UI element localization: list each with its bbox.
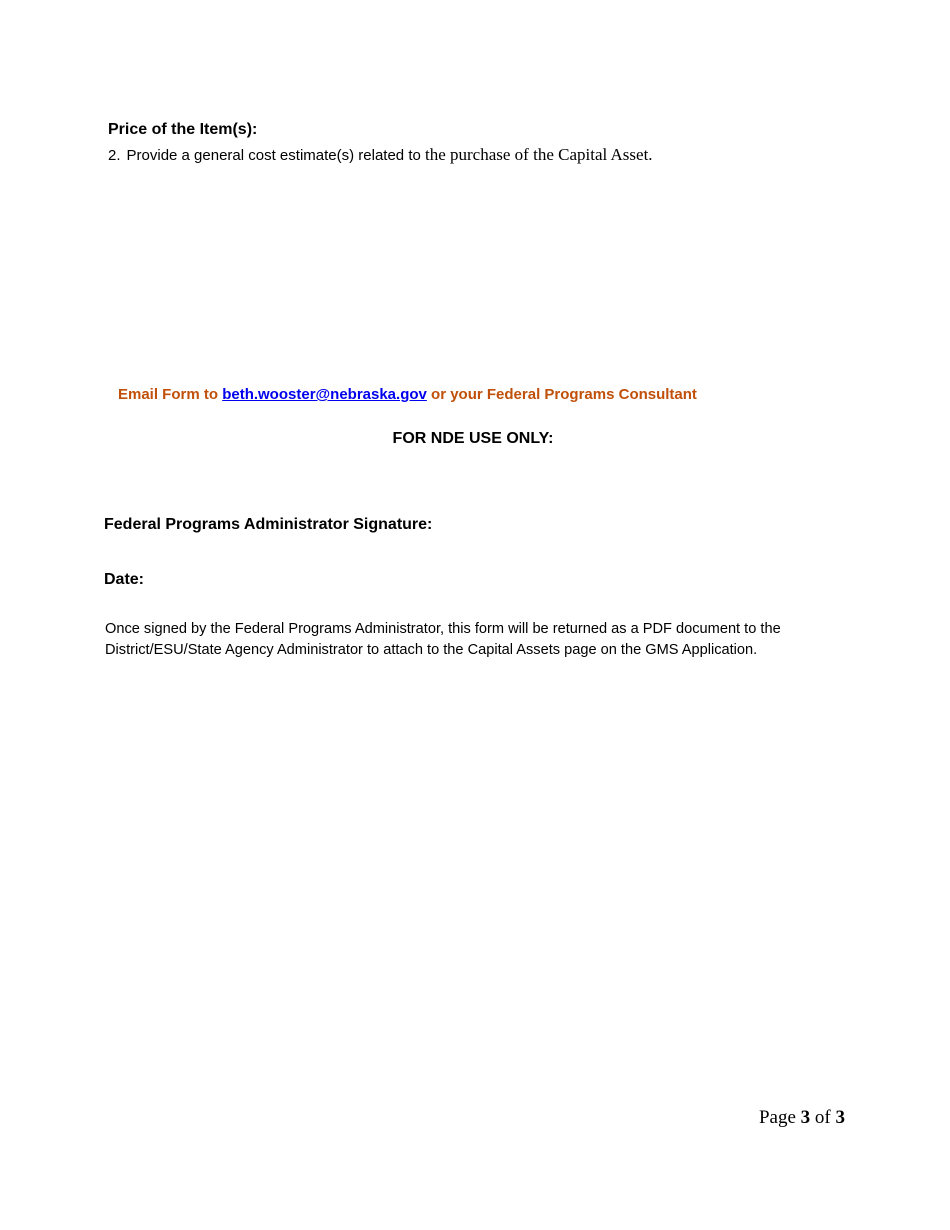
page-current: 3: [800, 1107, 811, 1128]
email-instruction: [118, 386, 697, 403]
return-note: Once signed by the Federal Programs Administrator, this form will be returned as a PDF document to the District/ESU/State Agency Administrator to attach to the Capital Assets page on the GMS Application.: [105, 621, 781, 658]
email-link[interactable]: beth.wooster@nebraska.gov: [222, 386, 427, 403]
email-prefix: Email Form to: [118, 386, 219, 403]
signature-label: Federal Programs Administrator Signature:: [104, 516, 433, 533]
nde-use-heading: FOR NDE USE ONLY:: [392, 430, 554, 447]
question-number: 2.: [108, 147, 121, 164]
section-title: Price of the Item(s):: [108, 121, 258, 138]
page-number: [759, 1107, 845, 1129]
question-text-part1: Provide a general cost estimate(s) related to: [126, 147, 421, 164]
date-label: Date:: [104, 571, 145, 588]
email-suffix: or your Federal Programs Consultant: [431, 386, 697, 403]
question-2: [108, 145, 653, 165]
page-of-word: of: [814, 1107, 831, 1128]
page-word: Page: [758, 1107, 796, 1128]
page-total: 3: [835, 1107, 845, 1128]
question-text-part2: the purchase of the Capital Asset.: [425, 145, 653, 164]
